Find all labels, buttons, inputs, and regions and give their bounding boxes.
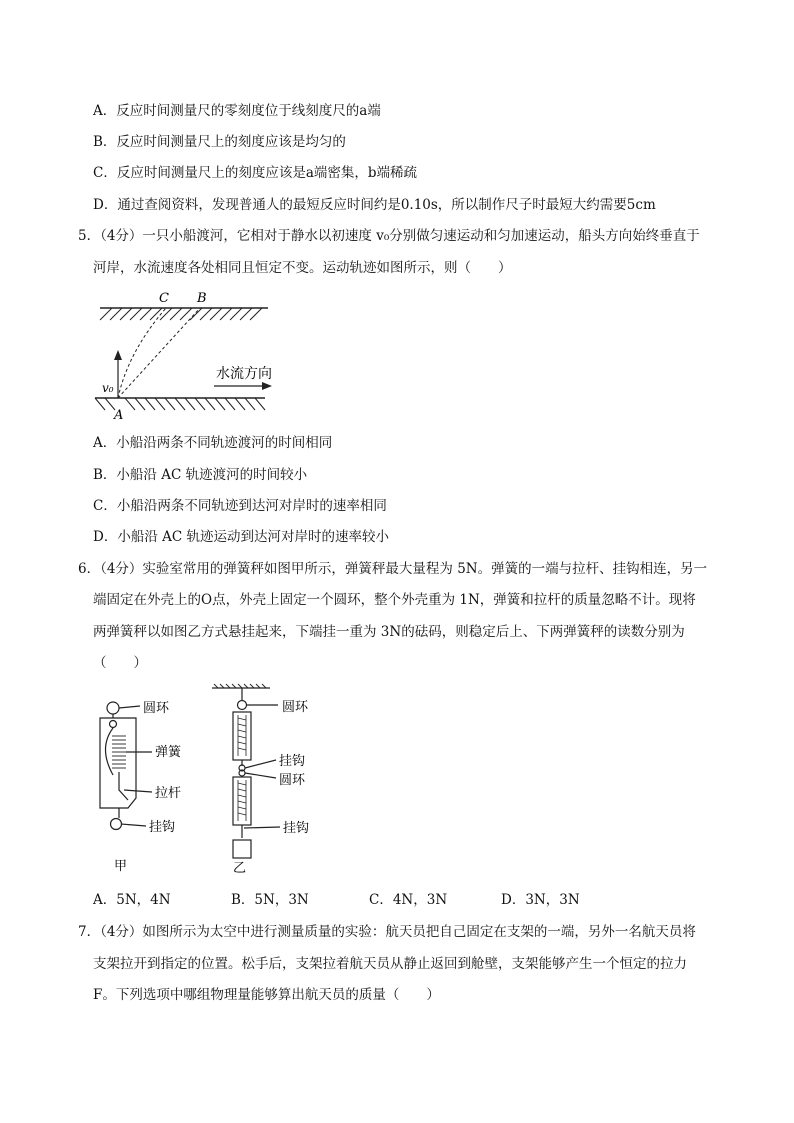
- q6-stem-line4: （ ）: [93, 655, 147, 671]
- q6-option-b: B．5N，3N: [231, 892, 309, 908]
- q5-label-v0: v₀: [102, 381, 114, 395]
- yi-caption: 乙: [233, 861, 247, 876]
- q5-option-b: B．小船沿 AC 轨迹渡河的时间较小: [93, 467, 308, 483]
- q6-stem-line3: 两弹簧秤以如图乙方式悬挂起来，下端挂一重为 3N的砝码，则稳定后上、下两弹簧秤的读数分别为: [93, 624, 685, 640]
- q5-stem-line2: 河岸，水流速度各处相同且恒定不变。运动轨迹如图所示，则（ ）: [93, 260, 512, 276]
- jia-label-spring: 弹簧: [155, 745, 182, 760]
- q6-option-a: A．5N，4N: [93, 892, 171, 908]
- jia-caption: 甲: [114, 859, 128, 874]
- q5-label-a: A: [114, 408, 124, 423]
- q5-label-flow: 水流方向: [216, 366, 272, 382]
- q5-option-c: C．小船沿两条不同轨迹到达河对岸时的速率相同: [93, 498, 387, 514]
- q6-stem-line1: 6．（4分）实验室常用的弹簧秤如图甲所示，弹簧秤最大量程为 5N。弹簧的一端与拉杆、挂钩相连，另一: [78, 561, 708, 577]
- q6-option-c: C．4N，3N: [369, 892, 448, 908]
- q4-option-a: A．反应时间测量尺的零刻度位于线刻度尺的a端: [93, 103, 381, 119]
- jia-label-hook: 挂钩: [149, 820, 176, 835]
- yi-label-ring1: 圆环: [282, 700, 309, 715]
- q5-stem-line1: 5．（4分）一只小船渡河，它相对于静水以初速度 v₀分别做匀速运动和匀加速运动，船头方向始终垂直于: [78, 228, 700, 244]
- q6-option-d: D．3N，3N: [501, 892, 580, 908]
- q4-option-b: B．反应时间测量尺上的刻度应该是均匀的: [93, 134, 346, 150]
- q5-option-a: A．小船沿两条不同轨迹渡河的时间相同: [93, 435, 333, 451]
- q7-stem-line1: 7．（4分）如图所示为太空中进行测量质量的实验：航天员把自己固定在支架的一端，另外一名航天员将: [78, 924, 696, 940]
- q4-option-c: C．反应时间测量尺上的刻度应该是a端密集，b端稀疏: [93, 165, 418, 181]
- jia-label-rod: 拉杆: [155, 786, 182, 801]
- jia-label-ring: 圆环: [143, 701, 170, 716]
- q6-stem-line2: 端固定在外壳上的O点，外壳上固定一个圆环，整个外壳重为 1N，弹簧和拉杆的质量忽略不计。现将: [93, 592, 696, 608]
- q5-label-c: C: [159, 291, 169, 306]
- yi-label-hook2: 挂钩: [283, 821, 310, 836]
- q7-stem-line2: 支架拉开到指定的位置。松手后，支架拉着航天员从静止返回到舱壁，支架能够产生一个恒定的拉力: [93, 956, 687, 972]
- q4-option-d: D．通过查阅资料，发现普通人的最短反应时间约是0.10s，所以制作尺子时最短大约需要5cm: [93, 197, 656, 213]
- q7-stem-line3: F。下列选项中哪组物理量能够算出航天员的质量（ ）: [93, 987, 440, 1003]
- yi-label-hook1: 挂钩: [279, 754, 306, 769]
- yi-label-ring2: 圆环: [279, 773, 306, 788]
- q5-label-b: B: [197, 291, 207, 306]
- q5-option-d: D．小船沿 AC 轨迹运动到达河对岸时的速率较小: [93, 529, 389, 545]
